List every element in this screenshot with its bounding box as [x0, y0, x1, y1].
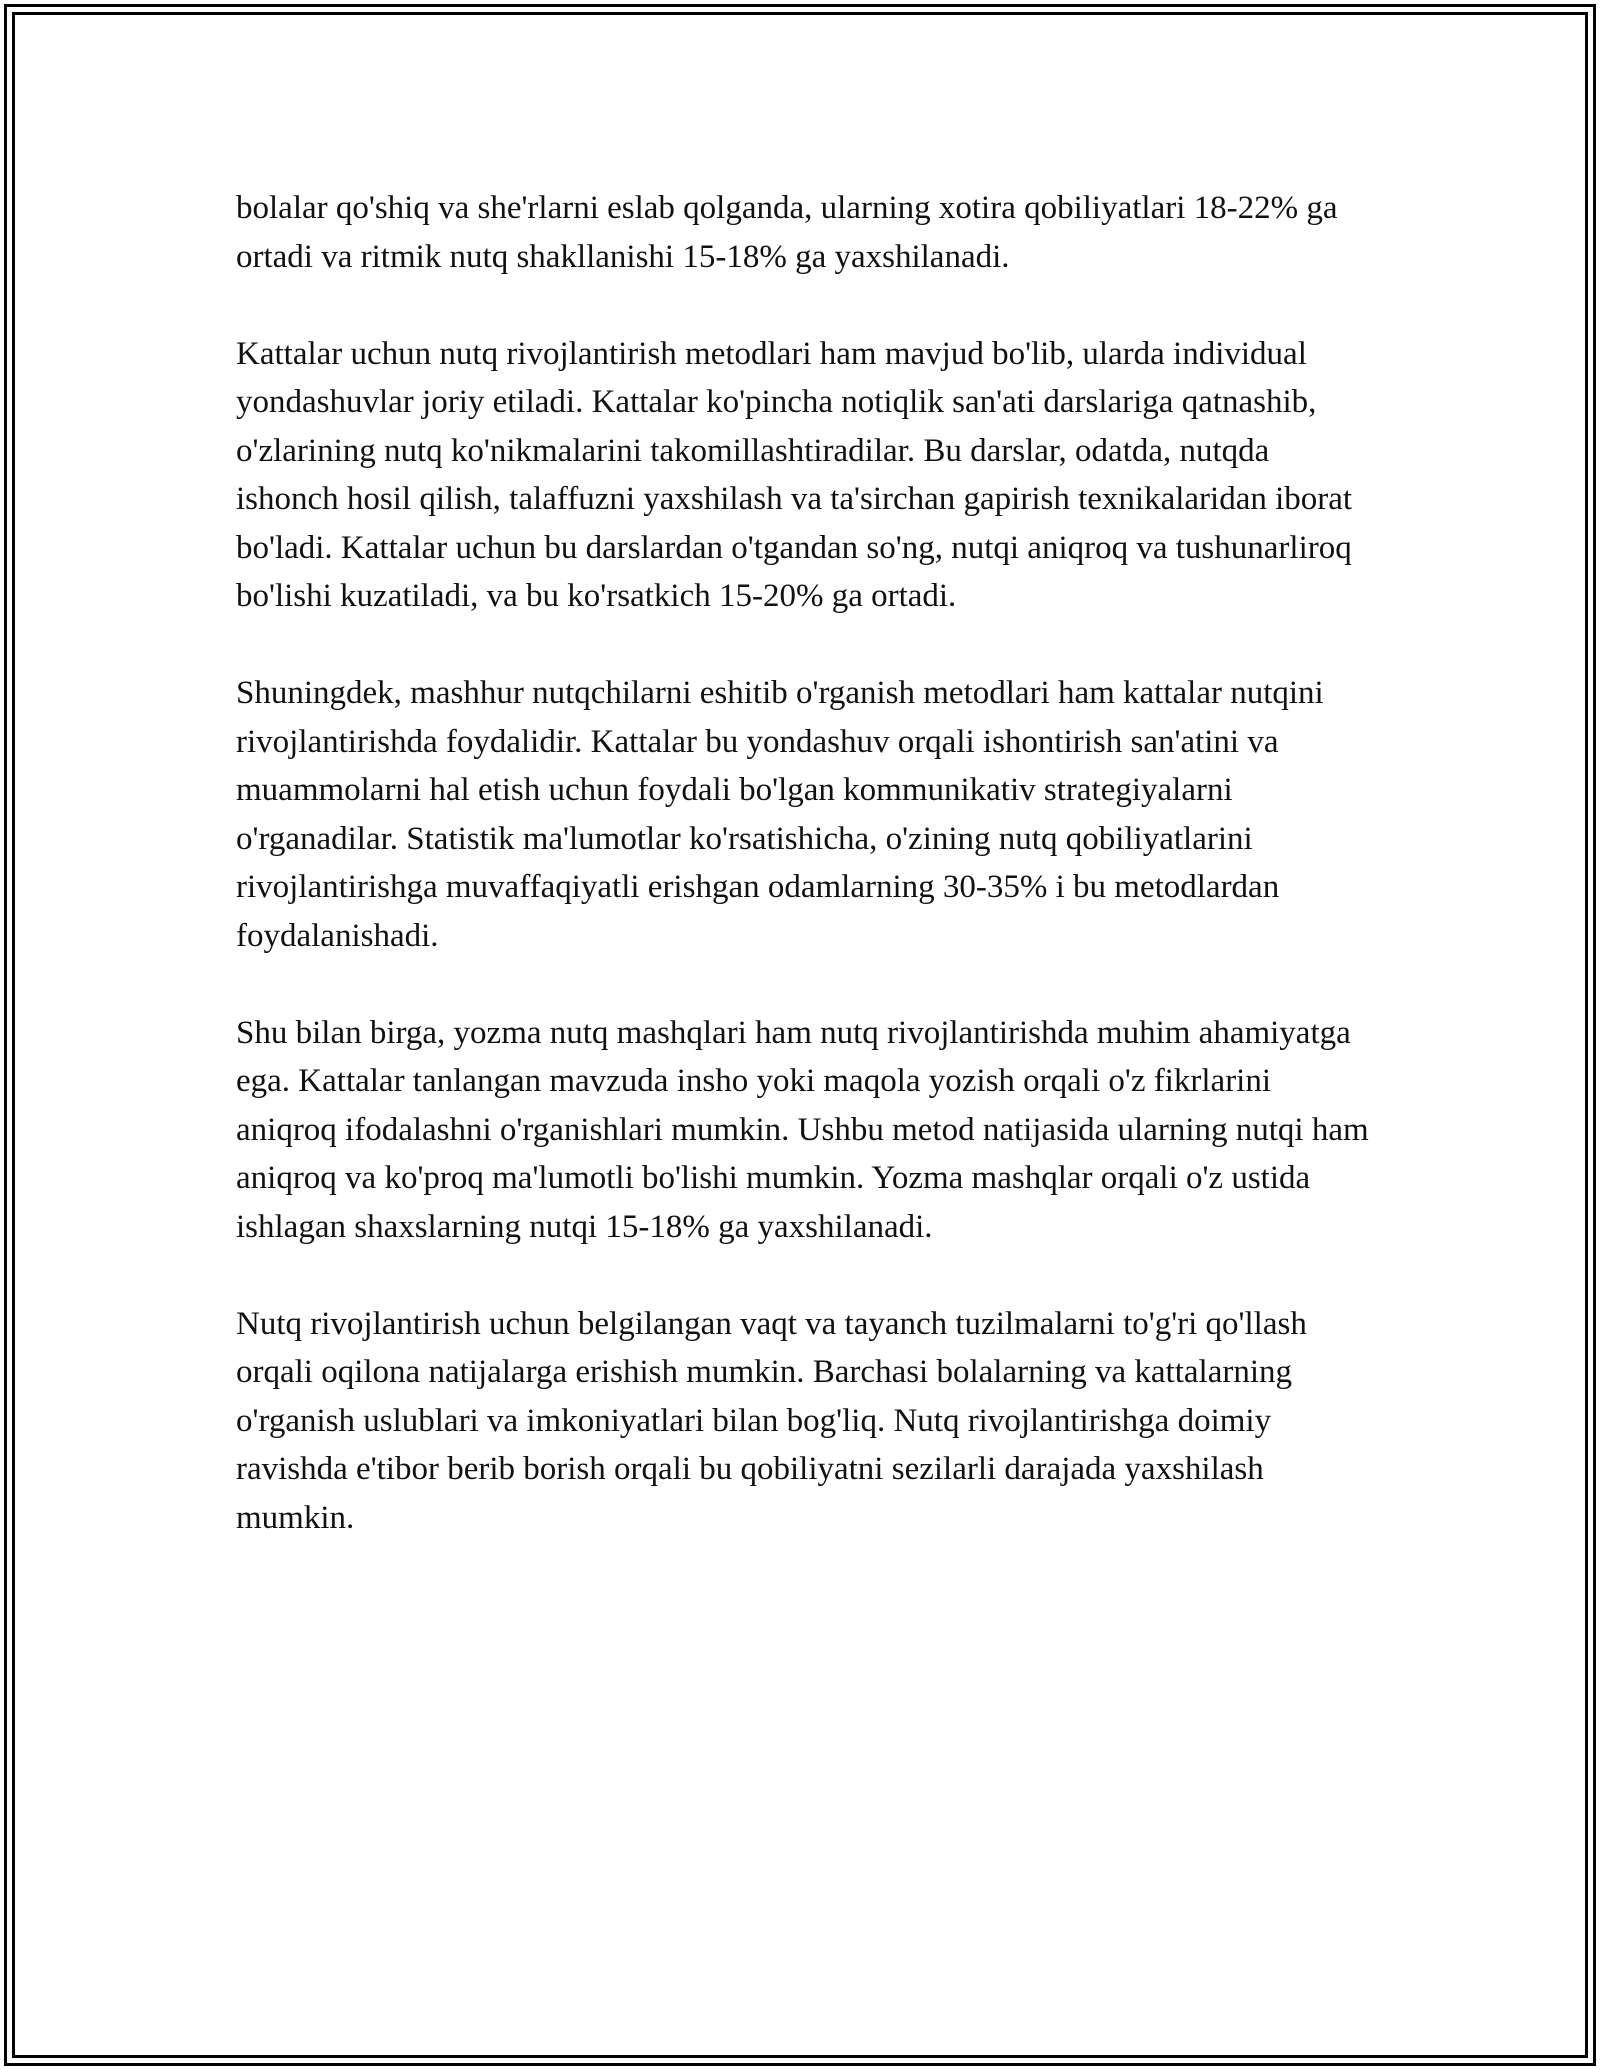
document-body — [236, 184, 1376, 1542]
paragraph-3: Shuningdek, mashhur nutqchilarni eshitib o'rganish metodlari ham kattalar nutqini rivojlantirishda foydalidir. Kattalar bu yondashuv orqali ishontirish san'atini va muammolarni hal etish uchun foydali bo'lgan kommunikativ strategiyalarni o'rganadilar. Statistik ma'lumotlar ko'rsatishicha, o'zining nutq qobiliyatlarini rivojlantirishga muvaffaqiyatli erishgan odamlarning 30-35% i bu metodlardan foydalanishadi. — [236, 675, 1324, 954]
paragraph-1: bolalar qo'shiq va she'rlarni eslab qolganda, ularning xotira qobiliyatlari 18-22% ga ortadi va ritmik nutq shakllanishi 15-18% ga yaxshilanadi. — [236, 190, 1338, 275]
paragraph-2: Kattalar uchun nutq rivojlantirish metodlari ham mavjud bo'lib, ularda individual yondashuvlar joriy etiladi. Kattalar ko'pincha notiqlik san'ati darslariga qatnashib, o'zlarining nutq ko'nikmalarini takomillashtiradilar. Bu darslar, odatda, nutqda ishonch hosil qilish, talaffuzni yaxshilash va ta'sirchan gapirish texnikalaridan iborat bo'ladi. Kattalar uchun bu darslardan o'tgandan so'ng, nutqi aniqroq va tushunarliroq bo'lishi kuzatiladi, va bu ko'rsatkich 15-20% ga ortadi. — [236, 335, 1353, 614]
paragraph-4: Shu bilan birga, yozma nutq mashqlari ham nutq rivojlantirishda muhim ahamiyatga ega. Kattalar tanlangan mavzuda insho yoki maqola yozish orqali o'z fikrlarini aniqroq ifodalashni o'rganishlari mumkin. Ushbu metod natijasida ularning nutqi ham aniqroq va ko'proq ma'lumotli bo'lishi mumkin. Yozma mashqlar orqali o'z ustida ishlagan shaxslarning nutqi 15-18% ga yaxshilanadi. — [236, 1014, 1369, 1245]
paragraph-5: Nutq rivojlantirish uchun belgilangan vaqt va tayanch tuzilmalarni to'g'ri qo'llash orqali oqilona natijalarga erishish mumkin. Barchasi bolalarning va kattalarning o'rganish uslublari va imkoniyatlari bilan bog'liq. Nutq rivojlantirishga doimiy ravishda e'tibor berib borish orqali bu qobiliyatni sezilarli darajada yaxshilash mumkin. — [236, 1305, 1307, 1536]
